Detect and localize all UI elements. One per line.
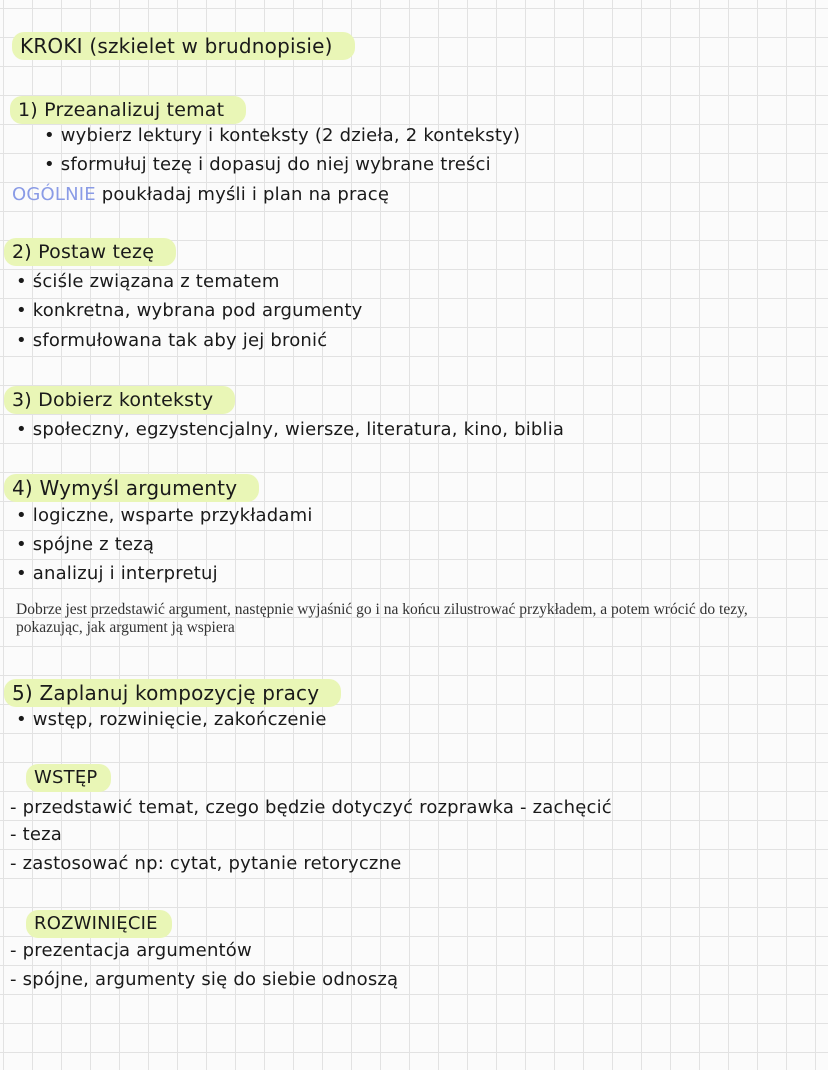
wstep-line-1: - przedstawić temat, czego będzie dotyczyć rozprawka - zachęcić (10, 797, 612, 818)
step1-heading: 1) Przeanalizuj temat (10, 96, 246, 124)
typed-note: Dobrze jest przedstawić argument, następnie wyjaśnić go i na końcu zilustrować przykładem, a potem wrócić do tezy, pokazując, jak argument ją wspiera (16, 601, 748, 636)
rozwiniecie-line-1: - prezentacja argumentów (10, 940, 252, 961)
step3-heading: 3) Dobierz konteksty (4, 386, 235, 414)
step1-note (12, 183, 389, 207)
title-text: KROKI (szkielet w brudnopisie) (20, 34, 333, 58)
step2-bullet-3: • sformułowana tak aby jej bronić (16, 330, 328, 351)
note-text: poukładaj myśli i plan na pracę (101, 184, 390, 205)
rozwiniecie-line-2: - spójne, argumenty się do siebie odnoszą (10, 969, 399, 990)
step5-heading: 5) Zaplanuj kompozycję pracy (4, 679, 341, 707)
step3-bullet-1: • społeczny, egzystencjalny, wiersze, literatura, kino, biblia (16, 419, 565, 440)
wstep-line-3: - zastosować np: cytat, pytanie retoryczne (10, 853, 402, 874)
step4-bullet-2: • spójne z tezą (16, 534, 155, 555)
wstep-line-2: - teza (10, 824, 63, 845)
page-title (12, 32, 355, 60)
step1-bullet-2: • sformułuj tezę i dopasuj do niej wybrane treści (44, 154, 491, 175)
step2-bullet-2: • konkretna, wybrana pod argumenty (16, 300, 363, 321)
step1-bullet-1: • wybierz lektury i konteksty (2 dzieła, 2 konteksty) (44, 125, 521, 146)
step5-bullet-1: • wstęp, rozwinięcie, zakończenie (16, 709, 327, 730)
step2-heading: 2) Postaw tezę (4, 238, 176, 266)
step2-bullet-1: • ściśle związana z tematem (16, 271, 280, 292)
step4-bullet-1: • logiczne, wsparte przykładami (16, 505, 313, 526)
note-label: OGÓLNIE (12, 184, 96, 205)
step4-heading: 4) Wymyśl argumenty (4, 474, 259, 502)
rozwiniecie-label: ROZWINIĘCIE (26, 910, 172, 938)
step4-bullet-3: • analizuj i interpretuj (16, 563, 218, 584)
wstep-label: WSTĘP (26, 764, 111, 792)
